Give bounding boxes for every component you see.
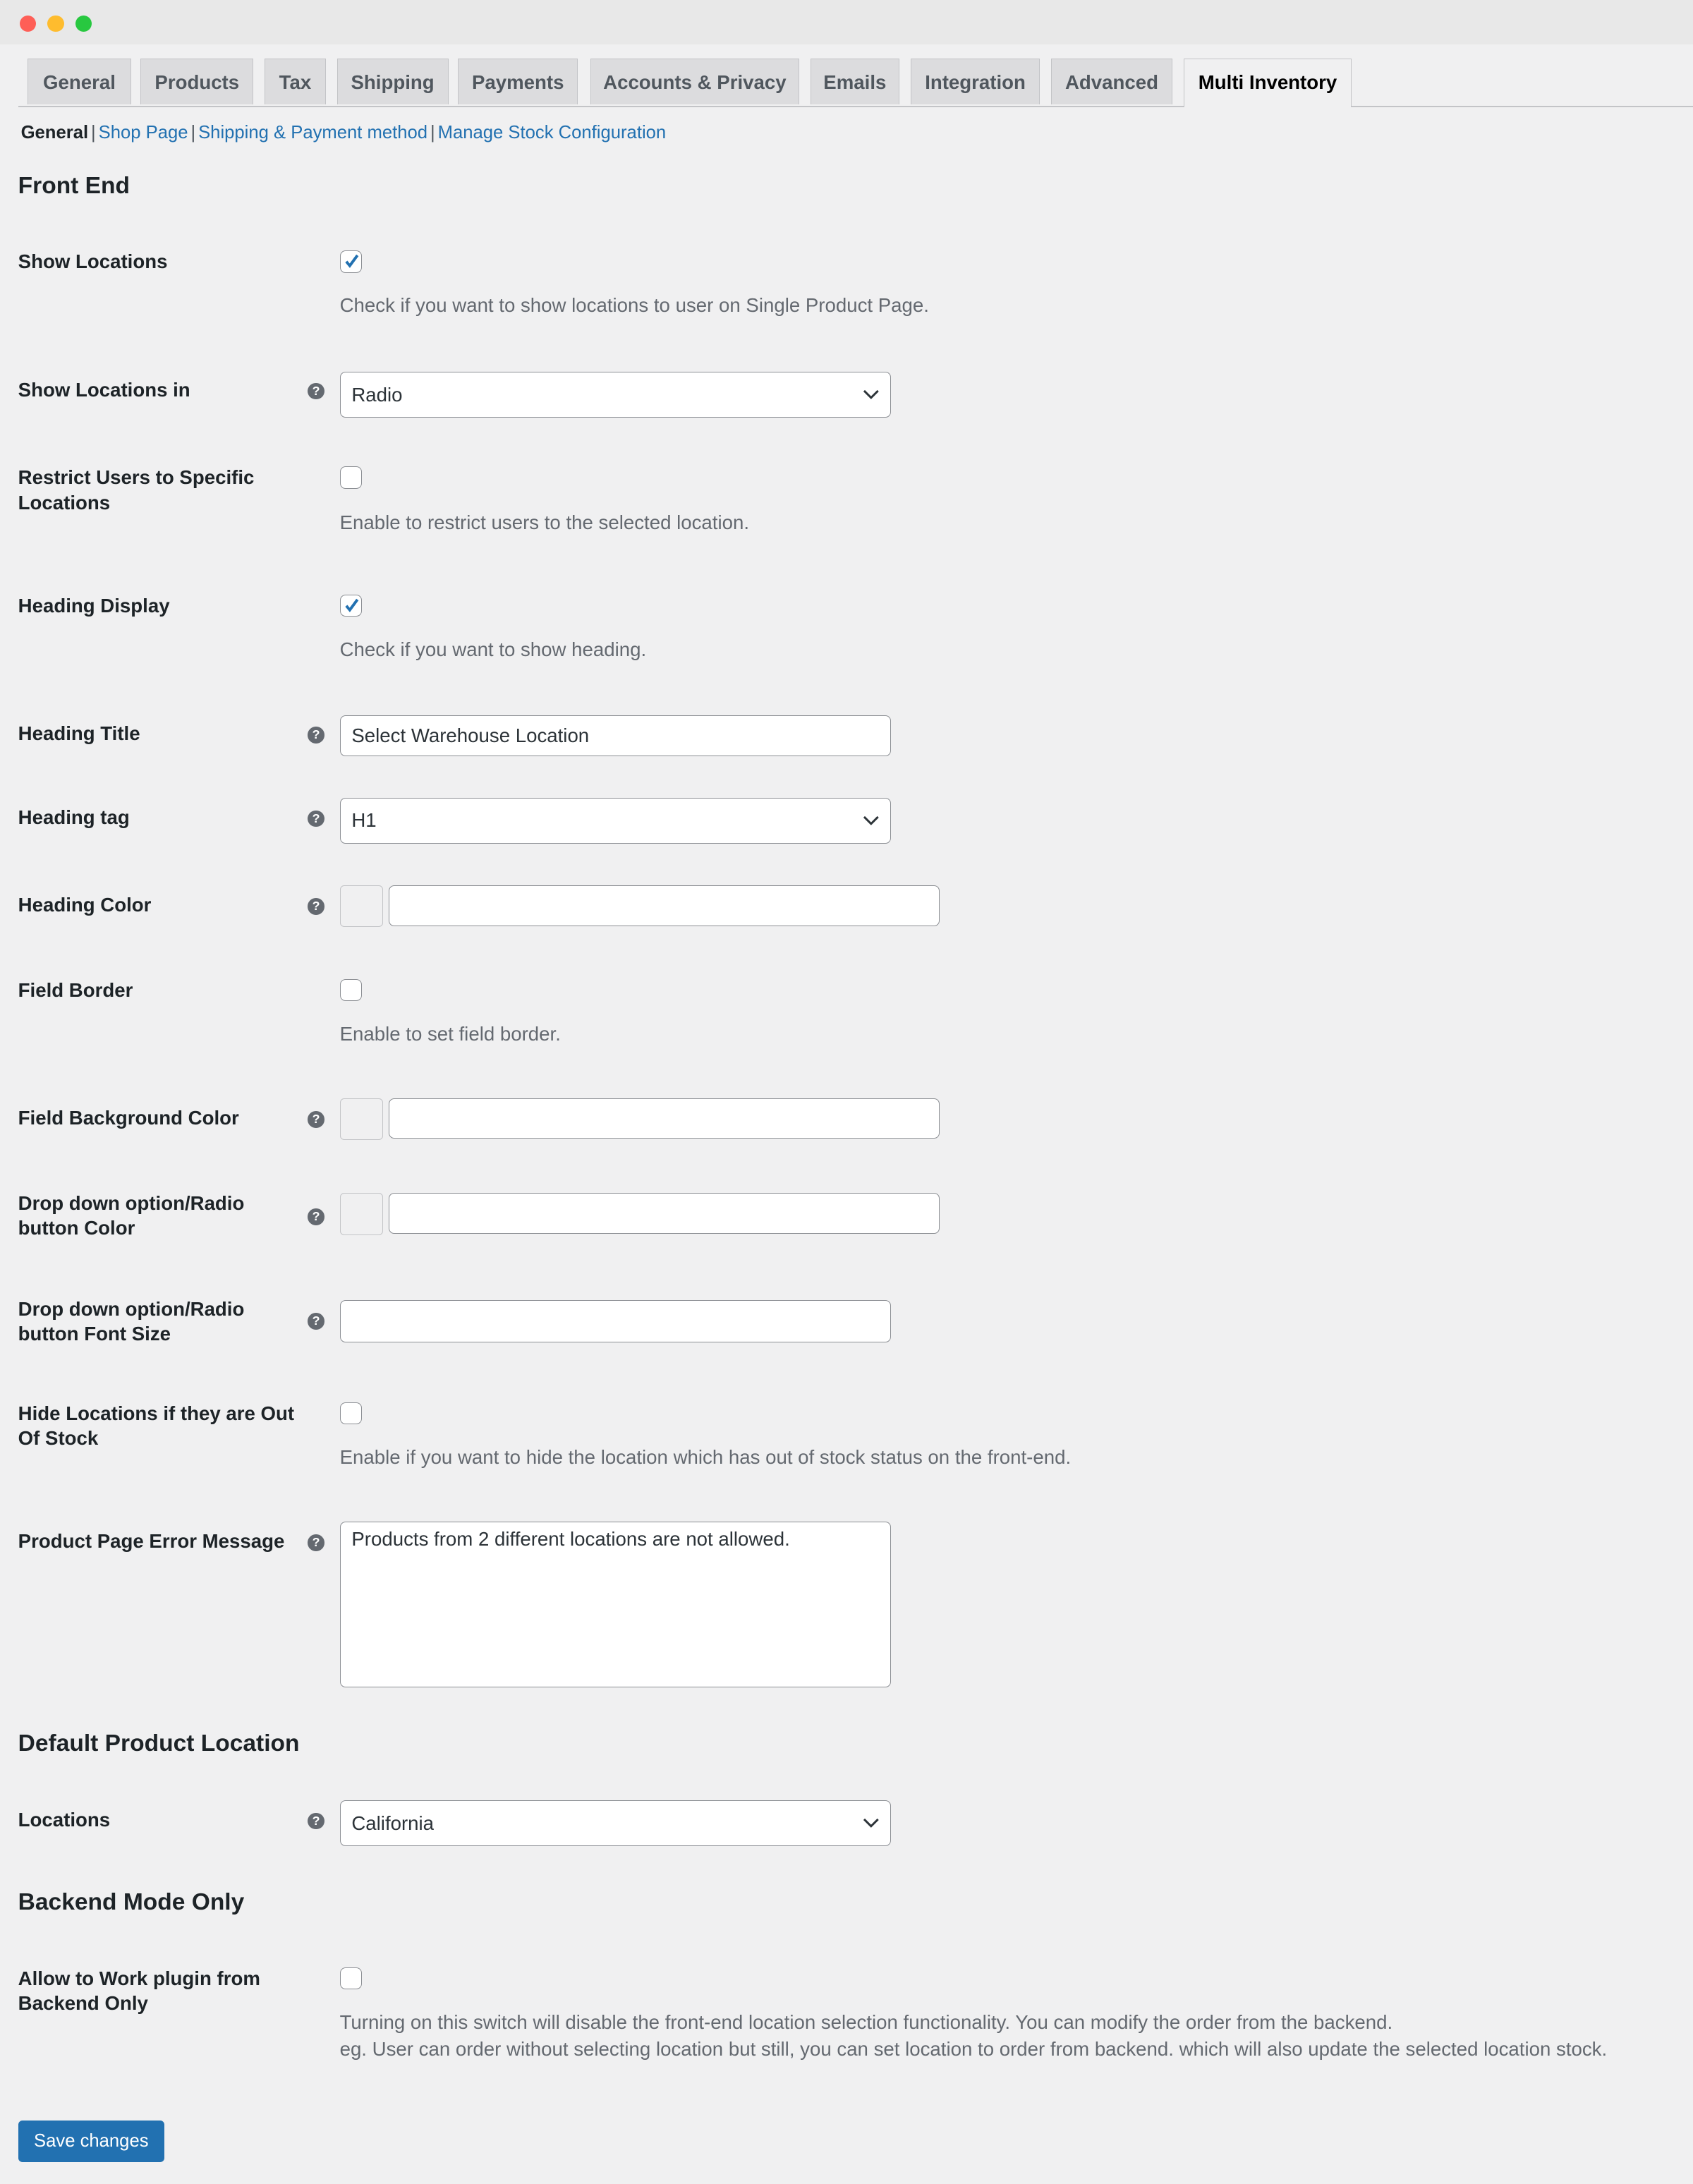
- locations-select[interactable]: [340, 1800, 892, 1846]
- help-icon[interactable]: ?: [308, 383, 324, 400]
- help-icon[interactable]: ?: [308, 1534, 324, 1551]
- subnav: [21, 123, 667, 143]
- tab-general[interactable]: General: [28, 59, 131, 104]
- section-front-end: Front End: [18, 172, 131, 199]
- tab-divider: [18, 106, 1693, 107]
- checkmark-icon: [342, 251, 362, 271]
- help-icon[interactable]: ?: [308, 727, 324, 744]
- dropdown-color-swatch[interactable]: [340, 1193, 383, 1234]
- field-border-desc: Enable to set field border.: [339, 1022, 561, 1045]
- hide-out-of-stock-desc: Enable if you want to hide the location which has out of stock status on the front-end.: [339, 1445, 1072, 1468]
- help-icon[interactable]: ?: [308, 1313, 324, 1330]
- locations-label: Locations: [18, 1808, 111, 1831]
- subnav-manage-stock[interactable]: Manage Stock Configuration: [437, 122, 667, 142]
- show-locations-in-label: Show Locations in: [18, 378, 190, 401]
- subnav-current: General: [20, 122, 89, 142]
- tab-integration[interactable]: Integration: [911, 59, 1040, 104]
- field-bg-color-input[interactable]: [389, 1098, 940, 1139]
- field-bg-color-swatch[interactable]: [340, 1098, 383, 1140]
- hide-out-of-stock-checkbox[interactable]: [340, 1402, 363, 1425]
- dropdown-font-size-label: Drop down option/Radio button Font Size: [18, 1297, 245, 1345]
- heading-display-label: Heading Display: [18, 594, 170, 617]
- selected-value: Radio: [351, 383, 403, 406]
- dropdown-color-label: Drop down option/Radio button Color: [18, 1191, 245, 1239]
- tab-shipping[interactable]: Shipping: [337, 59, 449, 104]
- dropdown-color-input[interactable]: [389, 1193, 940, 1233]
- window-titlebar: [0, 0, 1693, 44]
- heading-color-input[interactable]: [389, 885, 940, 926]
- error-message-textarea[interactable]: Products from 2 different locations are not allowed.: [340, 1522, 892, 1687]
- help-icon[interactable]: ?: [308, 1208, 324, 1225]
- save-changes-button[interactable]: Save changes: [18, 2121, 164, 2162]
- heading-tag-label: Heading tag: [18, 806, 130, 828]
- hide-out-of-stock-label: Hide Locations if they are Out Of Stock: [18, 1402, 295, 1450]
- separator: |: [91, 122, 96, 142]
- tab-products[interactable]: Products: [140, 59, 253, 104]
- tab-payments[interactable]: Payments: [458, 59, 578, 104]
- section-default-location: Default Product Location: [18, 1730, 300, 1757]
- chevron-down-icon: [863, 815, 880, 827]
- chevron-down-icon: [863, 1818, 880, 1829]
- chevron-down-icon: [863, 389, 880, 401]
- field-bg-color-label: Field Background Color: [18, 1107, 239, 1129]
- heading-tag-select[interactable]: [340, 798, 892, 844]
- heading-display-desc: Check if you want to show heading.: [339, 638, 647, 660]
- selected-value: California: [351, 1812, 435, 1834]
- heading-title-input[interactable]: Select Warehouse Location: [340, 715, 892, 756]
- show-locations-desc: Check if you want to show locations to user on Single Product Page.: [339, 294, 929, 317]
- field-border-checkbox[interactable]: [340, 979, 363, 1002]
- tab-emails[interactable]: Emails: [811, 59, 899, 104]
- subnav-shipping-payment[interactable]: Shipping & Payment method: [198, 122, 428, 142]
- backend-only-desc: Turning on this switch will disable the front-end location selection functionality. You can modify the order from the backend.: [339, 2011, 1393, 2034]
- separator: |: [190, 122, 196, 142]
- restrict-users-checkbox[interactable]: [340, 466, 363, 489]
- show-locations-checkbox[interactable]: [340, 250, 363, 273]
- restrict-users-desc: Enable to restrict users to the selected location.: [339, 511, 750, 534]
- backend-only-checkbox[interactable]: [340, 1967, 363, 1990]
- backend-only-desc-example: eg. User can order without selecting location but still, you can set location to order from backend. which will also update the selected location stock.: [339, 2037, 1608, 2060]
- separator: |: [430, 122, 435, 142]
- minimize-window-button[interactable]: [47, 16, 64, 32]
- help-icon[interactable]: ?: [308, 1111, 324, 1128]
- tab-tax[interactable]: Tax: [265, 59, 326, 104]
- help-icon[interactable]: ?: [308, 1813, 324, 1830]
- heading-color-label: Heading Color: [18, 894, 152, 916]
- field-border-label: Field Border: [18, 978, 133, 1001]
- tab-advanced[interactable]: Advanced: [1051, 59, 1172, 104]
- tab-accounts-privacy[interactable]: Accounts & Privacy: [590, 59, 799, 104]
- help-icon[interactable]: ?: [308, 898, 324, 915]
- error-message-label: Product Page Error Message: [18, 1530, 285, 1553]
- selected-value: H1: [351, 809, 377, 832]
- subnav-shop-page[interactable]: Shop Page: [98, 122, 188, 142]
- restrict-users-label: Restrict Users to Specific Locations: [18, 466, 255, 514]
- section-backend: Backend Mode Only: [18, 1889, 245, 1916]
- checkmark-icon: [342, 595, 362, 615]
- tab-multi-inventory[interactable]: Multi Inventory: [1184, 59, 1352, 107]
- dropdown-font-size-input[interactable]: [340, 1300, 892, 1342]
- help-icon[interactable]: ?: [308, 811, 324, 827]
- heading-color-swatch[interactable]: [340, 885, 383, 927]
- backend-only-label: Allow to Work plugin from Backend Only: [18, 1967, 260, 2015]
- show-locations-label: Show Locations: [18, 250, 168, 273]
- show-locations-in-select[interactable]: [340, 372, 892, 418]
- heading-title-label: Heading Title: [18, 722, 140, 745]
- heading-display-checkbox[interactable]: [340, 595, 363, 617]
